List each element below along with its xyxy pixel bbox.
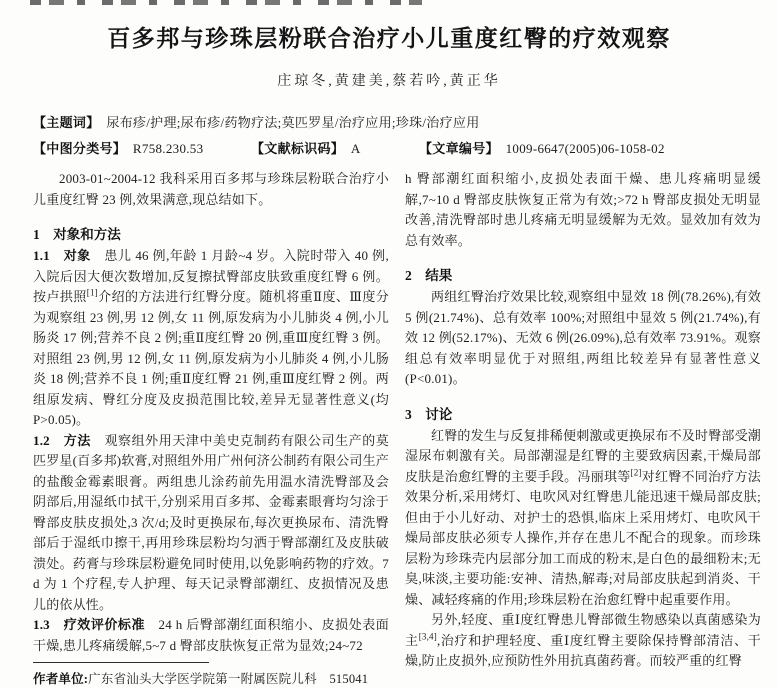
- section-1-1-text-a: 患儿 46 例,年龄 1 月龄~4 岁。入院时带入 40 例,入院后因大便次数增加,反复擦拭臀部皮肤致重度红臀 6 例。按卢拱照: [33, 248, 389, 304]
- clc-label: 【中图分类号】: [33, 141, 120, 156]
- affiliation-value: 广东省汕头大学医学院第一附属医院儿科 515041: [88, 672, 369, 686]
- discussion-2-text-a: 另外,轻度、重Ⅰ度红臀患儿臀部微生物感染以真菌感染为主: [405, 612, 761, 648]
- section-3-heading: 3 讨论: [405, 406, 453, 422]
- discussion-1-text-b: 对红臀不同治疗方法效果分析,采用烤灯、电吹风对红臀患儿能迅速干燥局部皮肤;但由于小儿好动、对护士的恐惧,临床上采用烤灯、电吹风干燥局部皮肤必须专人操作,并存在患儿不配合的现象。而珍珠层粉为珍珠壳内层部分加工而成的粉末,是白色的最细粉末;无臭,味淡,主要功能:安神、清热,解毒;对局部皮肤起到消炎、干燥、减轻疼痛的作用;珍珠层粉在治愈红臀中起重要作用。: [405, 468, 761, 607]
- clc-field: [33, 136, 251, 162]
- author-line: 庄琼冬,黄建美,蔡若吟,黄正华: [277, 74, 501, 89]
- section-1-2-label: 1.2 方法: [33, 432, 91, 448]
- page-top-scan-artifact: [30, 0, 422, 5]
- section-1-1-paragraph: [33, 246, 389, 431]
- continuation-paragraph: h 臀部潮红面积缩小,皮损处表面干燥、患儿疼痛明显缓解,7~10 d 臀部皮肤恢复正常为有效;>72 h 臀部皮损处无明显改善,清洗臀部时患儿疼痛无明显缓解为无效。显效加有效为总有效率。: [405, 171, 761, 248]
- footnote-divider: [33, 662, 209, 663]
- section-1-heading: 1 对象和方法: [33, 227, 121, 242]
- article-id-label: 【文章编号】: [419, 141, 493, 156]
- section-1-1-text-b: 介绍的方法进行红臀分度。随机将重Ⅱ度、Ⅲ度分为观察组 23 例,男 12 例,女 11 例,原发病为小儿肺炎 4 例,小儿肠炎 17 例;营养不良 2 例;重Ⅱ度红臀 20 例,重Ⅲ度红臀 3 例。对照组 23 例,男 12 例,女 11 例,原发病为小儿肺炎 4 例,小儿肠炎 18 例;营养不良 1 例;重Ⅱ度红臀 21 例,重Ⅲ度红臀 2 例。两组原发病、臀红分度及皮损范围比较,差异无显著性意义(均 P>0.05)。: [33, 289, 389, 427]
- affiliation-line: [33, 669, 389, 687]
- doc-code-field: [251, 136, 419, 162]
- subject-terms-label: 【主题词】: [33, 115, 94, 130]
- classification-row: [33, 136, 764, 162]
- subject-terms-value: 尿布疹/护理;尿布疹/药物疗法;莫匹罗星/治疗应用;珍珠/治疗应用: [106, 115, 480, 130]
- left-column: [33, 169, 389, 687]
- article-id-field: [419, 136, 764, 162]
- intro-paragraph: 2003-01~2004-12 我科采用百多邦与珍珠层粉联合治疗小儿重度红臀 23 例,效果满意,现总结如下。: [33, 171, 389, 207]
- section-1-1-label: 1.1 对象: [33, 248, 91, 263]
- subject-terms-row: [33, 110, 764, 136]
- author-affiliation-footnote: [33, 662, 389, 687]
- discussion-1-text-a: 红臀的发生与反复排稀便刺激或更换尿布不及时臀部受潮湿尿布刺激有关。局部潮湿是红臀的主要致病因素,干燥局部皮肤是治愈红臀的主要手段。冯丽琪等: [405, 427, 762, 484]
- metadata-block: [33, 110, 764, 162]
- reference-marker-2: [2]: [630, 467, 642, 478]
- discussion-2-text-b: ,治疗和护理轻度、重Ⅰ度红臀主要除保持臀部清洁、干燥,防止皮损外,应预防性外用抗真菌药膏。而较严重的红臀: [405, 632, 761, 668]
- article-id-value: 1009-6647(2005)06-1058-02: [505, 141, 665, 156]
- section-1-3-paragraph: [33, 615, 389, 656]
- section-1-3-label: 1.3 疗效评价标准: [33, 617, 145, 632]
- discussion-paragraph-2: [405, 610, 761, 672]
- two-column-body: [33, 169, 764, 687]
- clc-value: R758.230.53: [132, 141, 204, 156]
- discussion-paragraph-1: [405, 426, 761, 611]
- doc-code-label: 【文献标识码】: [251, 141, 338, 156]
- reference-marker-3-4: [3,4]: [418, 631, 437, 642]
- doc-code-value: A: [350, 141, 361, 156]
- article-title: 百多邦与珍珠层粉联合治疗小儿重度红臀的疗效观察: [107, 26, 671, 51]
- section-2-heading: 2 结果: [405, 268, 453, 283]
- section-1-2-paragraph: [33, 431, 389, 616]
- right-column: [405, 169, 761, 687]
- results-paragraph: 两组红臀治疗效果比较,观察组中显效 18 例(78.26%),有效 5 例(21.74%)、总有效率 100%;对照组中显效 5 例(21.74%),有效 12 例(52.17%)、无效 6 例(26.09%),总有效率 73.91%。观察组总有效率明显优于对照组,两组比较差异有显著性意义(P<0.01)。: [405, 289, 761, 386]
- section-1-2-text: 观察组外用天津中美史克制药有限公司生产的莫匹罗星(百多邦)软膏,对照组外用广州何济公制药有限公司生产的盐酸金霉素眼膏。两组患儿涂药前先用温水清洗臀部及会阴部后,用湿纸巾拭干,分别采用百多邦、金霉素眼膏均匀涂于臀部皮肤皮损处,3 次/d;及时更换尿布,每次更换尿布、清洗臀部后于湿纸巾擦干,再用珍珠层粉均匀洒于臀部潮红及皮肤破溃处。药膏与珍珠层粉避免同时使用,以免影响药物的疗效。7 d 为 1 个疗程,专人护理、每天记录臀部潮红、皮损情况及患儿的依从性。: [33, 432, 390, 612]
- affiliation-label: 作者单位:: [33, 672, 89, 686]
- reference-marker-1: [1]: [86, 287, 98, 298]
- section-1-3-text: 24 h 后臀部潮红面积缩小、皮损处表面干燥,患儿疼痛缓解,5~7 d 臀部皮肤恢复正常为显效;24~72: [33, 617, 389, 653]
